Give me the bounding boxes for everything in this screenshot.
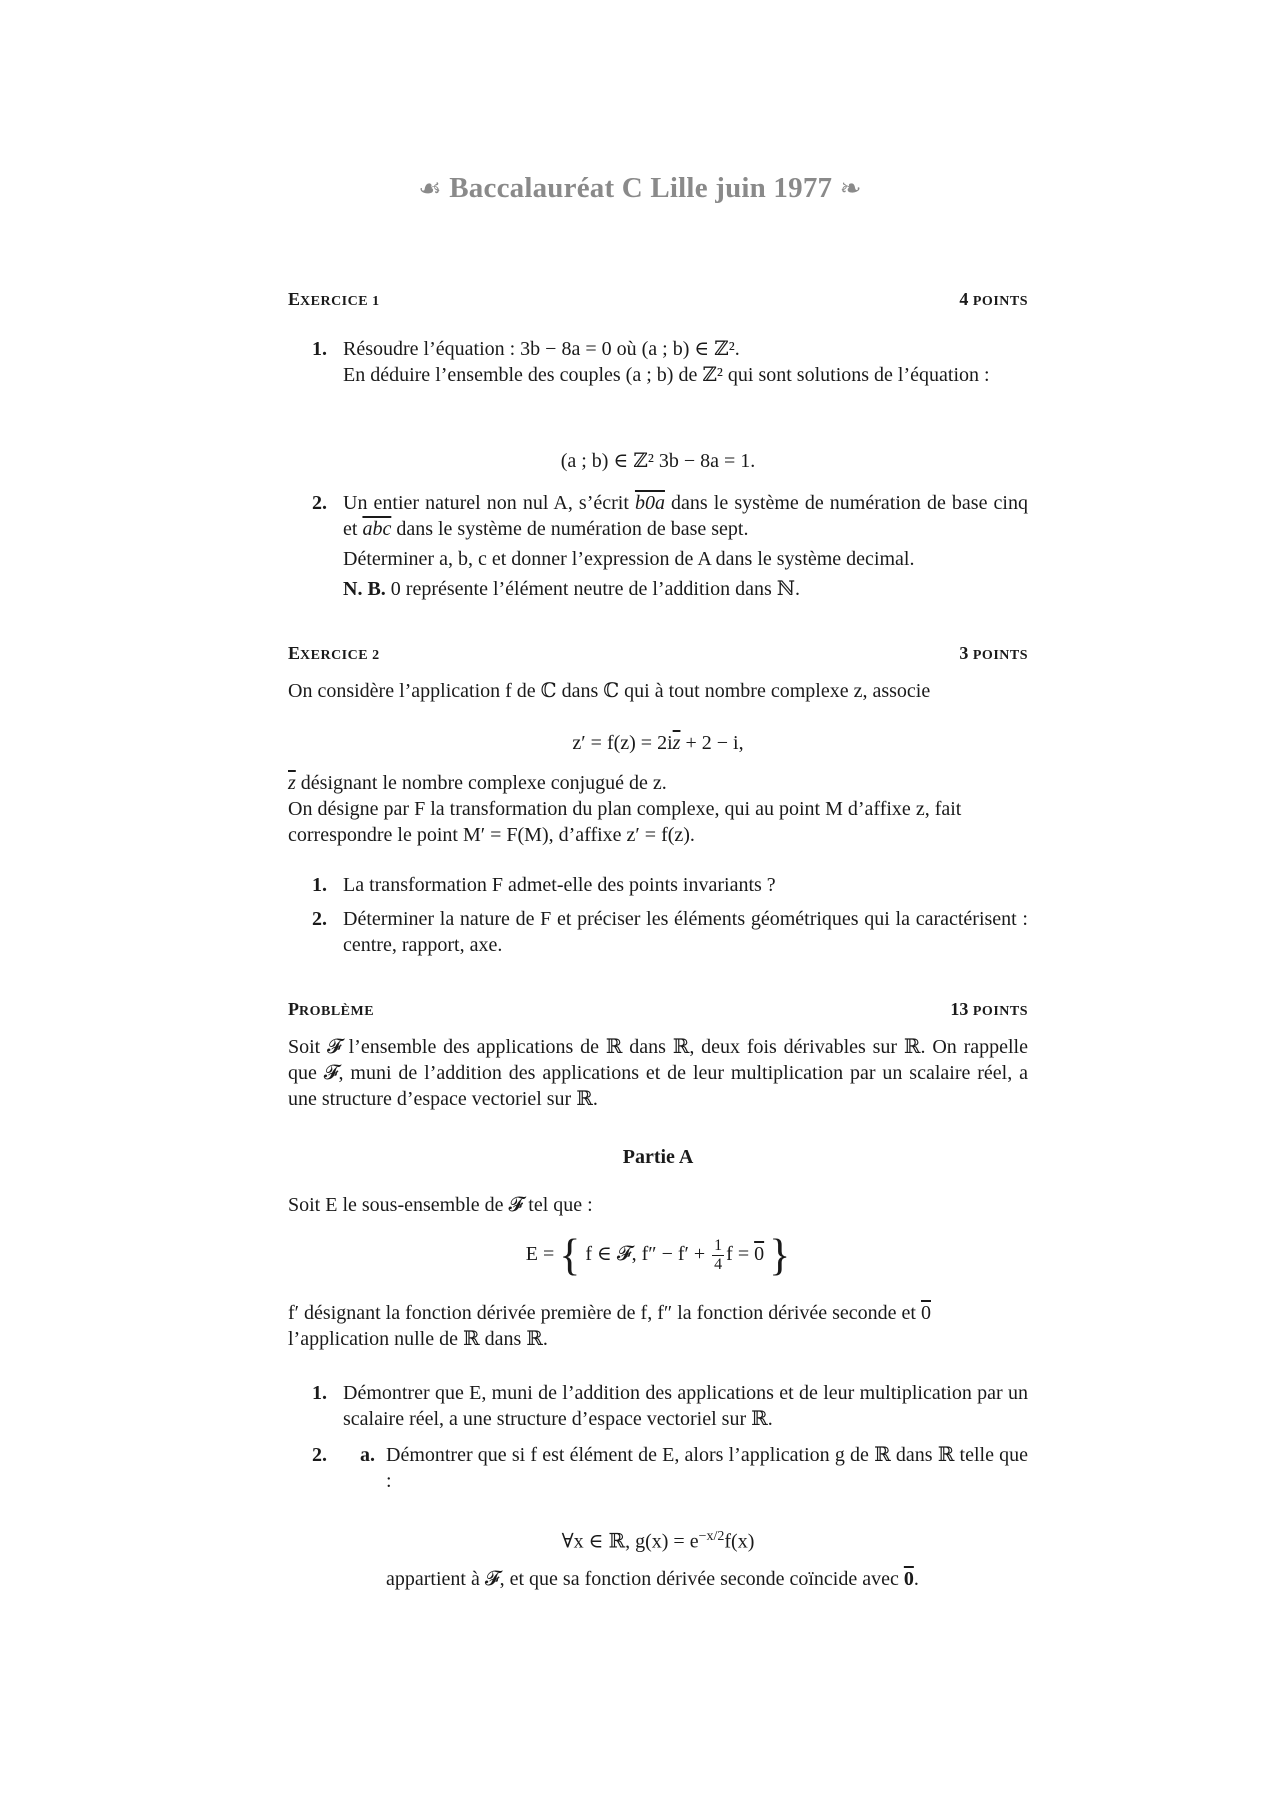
abc-overline: $\overline{abc}$ <box>362 518 392 540</box>
problem-intro: Soit 𝓕 l’ensemble des applications de ℝ dans ℝ, deux fois dérivables sur ℝ. On rappelle que 𝓕, muni de l’addition des applications et de leur multiplication par un scalaire réel, a une structure d’espace vectoriel sur ℝ. <box>288 1036 1028 1110</box>
exercise-1-points: 4 POINTS <box>959 289 1028 309</box>
document-title <box>0 172 1280 205</box>
exercise-2-points: 3 POINTS <box>959 643 1028 663</box>
ex1-q1-line2: En déduire l’ensemble des couples (a ; b) de ℤ² qui sont solutions de l’équation : <box>343 364 990 386</box>
ex1-q1-line1: Résoudre l’équation : 3b − 8a = 0 où (a ; b) ∈ ℤ². <box>343 338 740 360</box>
exercise-2-header <box>288 640 1028 669</box>
fraction-one-quarter: $\frac{1}{4}$ <box>714 1236 723 1273</box>
ex1-q2-number: 2. <box>312 492 327 514</box>
ex2-equation: $z' = f(z) = 2i\overline{z} + 2 - i$, <box>572 732 744 754</box>
ex1-q1-number: 1. <box>312 338 327 360</box>
g-definition-equation: ∀x ∈ ℝ, $g(x) = e^{-x/2}f(x)$ <box>561 1529 755 1553</box>
prob-q2a-end: appartient à 𝓕, et que sa fonction dérivée seconde coïncide avec 0. <box>386 1568 919 1590</box>
fprime-definition: f′ désignant la fonction dérivée première de f, f″ la fonction dérivée seconde et 0 l’application nulle de ℝ dans ℝ. <box>288 1302 931 1350</box>
problem-points: 13 POINTS <box>950 999 1028 1019</box>
exercise-2-title: EXERCICE 2 <box>288 643 380 663</box>
ex1-q2-line1: Un entier naturel non nul A, s’écrit b0a dans le système de numération de base cinq et $\overline{abc}$ dans le système de numération de base sept. <box>343 492 1028 540</box>
soit-e-text: Soit E le sous-ensemble de 𝓕 tel que : <box>288 1194 593 1216</box>
prob-q2a-text: Démontrer que si f est élément de E, alors l’application g de ℝ dans ℝ telle que : <box>386 1444 1028 1492</box>
ornament-right-icon: ❧ <box>839 174 862 203</box>
problem-header <box>288 996 1028 1025</box>
ex2-zbar-def: $\overline{z}$ désignant le nombre complexe conjugué de z. <box>288 772 667 794</box>
b0a-overline: b0a <box>634 492 665 514</box>
document-page: ☙ Baccalauréat C Lille juin 1977 ❧ EXERCICE 1 4 POINTS 1. Résoudre l’équation : 3b − 8a = 0 où (a ; b) ∈ ℤ². En déduire l’ensemble des couples (a ; b) de ℤ² qui sont solutions de l’équation : (a ; b) ∈ ℤ² 3b − 8a = 1. 2. Un entier naturel non nul A, s’écrit b0a dans le système de numération de base cinq et $\overline{abc}$ dans le système de numération de base sept. Déterminer a, b, c et donner l’expression de A dans le système decimal. N. B. 0 représente l’élément neutre de l’addition dans ℕ. EXERCICE 2 3 POINTS On considère l’application f de ℂ dans ℂ qui à tout nombre complexe z, associe $z' = f(z) = 2i\overline{z} + 2 - i$, $\overline{z}$ désignant le nombre complexe conjugué de z. On désigne par F la transformation du plan complexe, qui au point M d’affixe z, fait correspondre le point M′ = F(M), d’affixe z′ = f(z). 1. La transformation F admet-elle des points invariants ? 2. Déterminer la nature de F et préciser les éléments géométriques qui la caractérisent : centre, rapport, axe. PROBLÈME 13 POINTS Soit 𝓕 l’ensemble des applications de ℝ dans ℝ, deux fois dérivables sur ℝ. On rappelle que 𝓕, muni de l’addition des applications et de leur multiplication par un scalaire réel, a une structure d’espace vectoriel sur ℝ. Partie A Soit E le sous-ensemble de 𝓕 tel que : E = { f ∈ 𝓕, f″ − f′ + $\frac{1}{4}$ f = 0 } f′ désignant la fonction dérivée première de f, f″ la fonction dérivée seconde et 0 l’application nulle de ℝ dans ℝ. 1. Démontrer que E, muni de l’addition des applications et de leur multiplication par un scalaire réel, a une structure d’espace vectoriel sur ℝ. 2. a. Démontrer que si f est élément de E, alors l’application g de ℝ dans ℝ telle que : ∀x ∈ ℝ, $g(x) = e^{-x/2}f(x)$ appartient à 𝓕, et que sa fonction dérivée seconde coïncide avec 0. <box>0 0 1280 1811</box>
problem-title: PROBLÈME <box>288 999 375 1019</box>
exercise-1-header <box>288 286 1028 315</box>
prob-q2a-label: a. <box>360 1444 375 1466</box>
set-e-equation: E = { f ∈ 𝓕, f″ − f′ + $\frac{1}{4}$ f = 0 } <box>525 1230 791 1280</box>
ex1-q2-line2: Déterminer a, b, c et donner l’expression de A dans le système decimal. <box>343 548 915 570</box>
ex2-transformation: On désigne par F la transformation du plan complexe, qui au point M d’affixe z, fait correspondre le point M′ = F(M), d’affixe z′ = f(z). <box>288 798 962 846</box>
partie-a-heading: Partie A <box>622 1146 694 1168</box>
ex1-q2-nb: N. B. 0 représente l’élément neutre de l’addition dans ℕ. <box>343 578 801 600</box>
exercise-1-title: EXERCICE 1 <box>288 289 380 309</box>
ornament-left-icon: ☙ <box>418 174 442 203</box>
title-text: Baccalauréat C Lille juin 1977 <box>449 172 833 204</box>
ex2-intro: On considère l’application f de ℂ dans ℂ qui à tout nombre complexe z, associe <box>288 680 931 702</box>
ex1-equation: (a ; b) ∈ ℤ² 3b − 8a = 1. <box>560 450 756 472</box>
